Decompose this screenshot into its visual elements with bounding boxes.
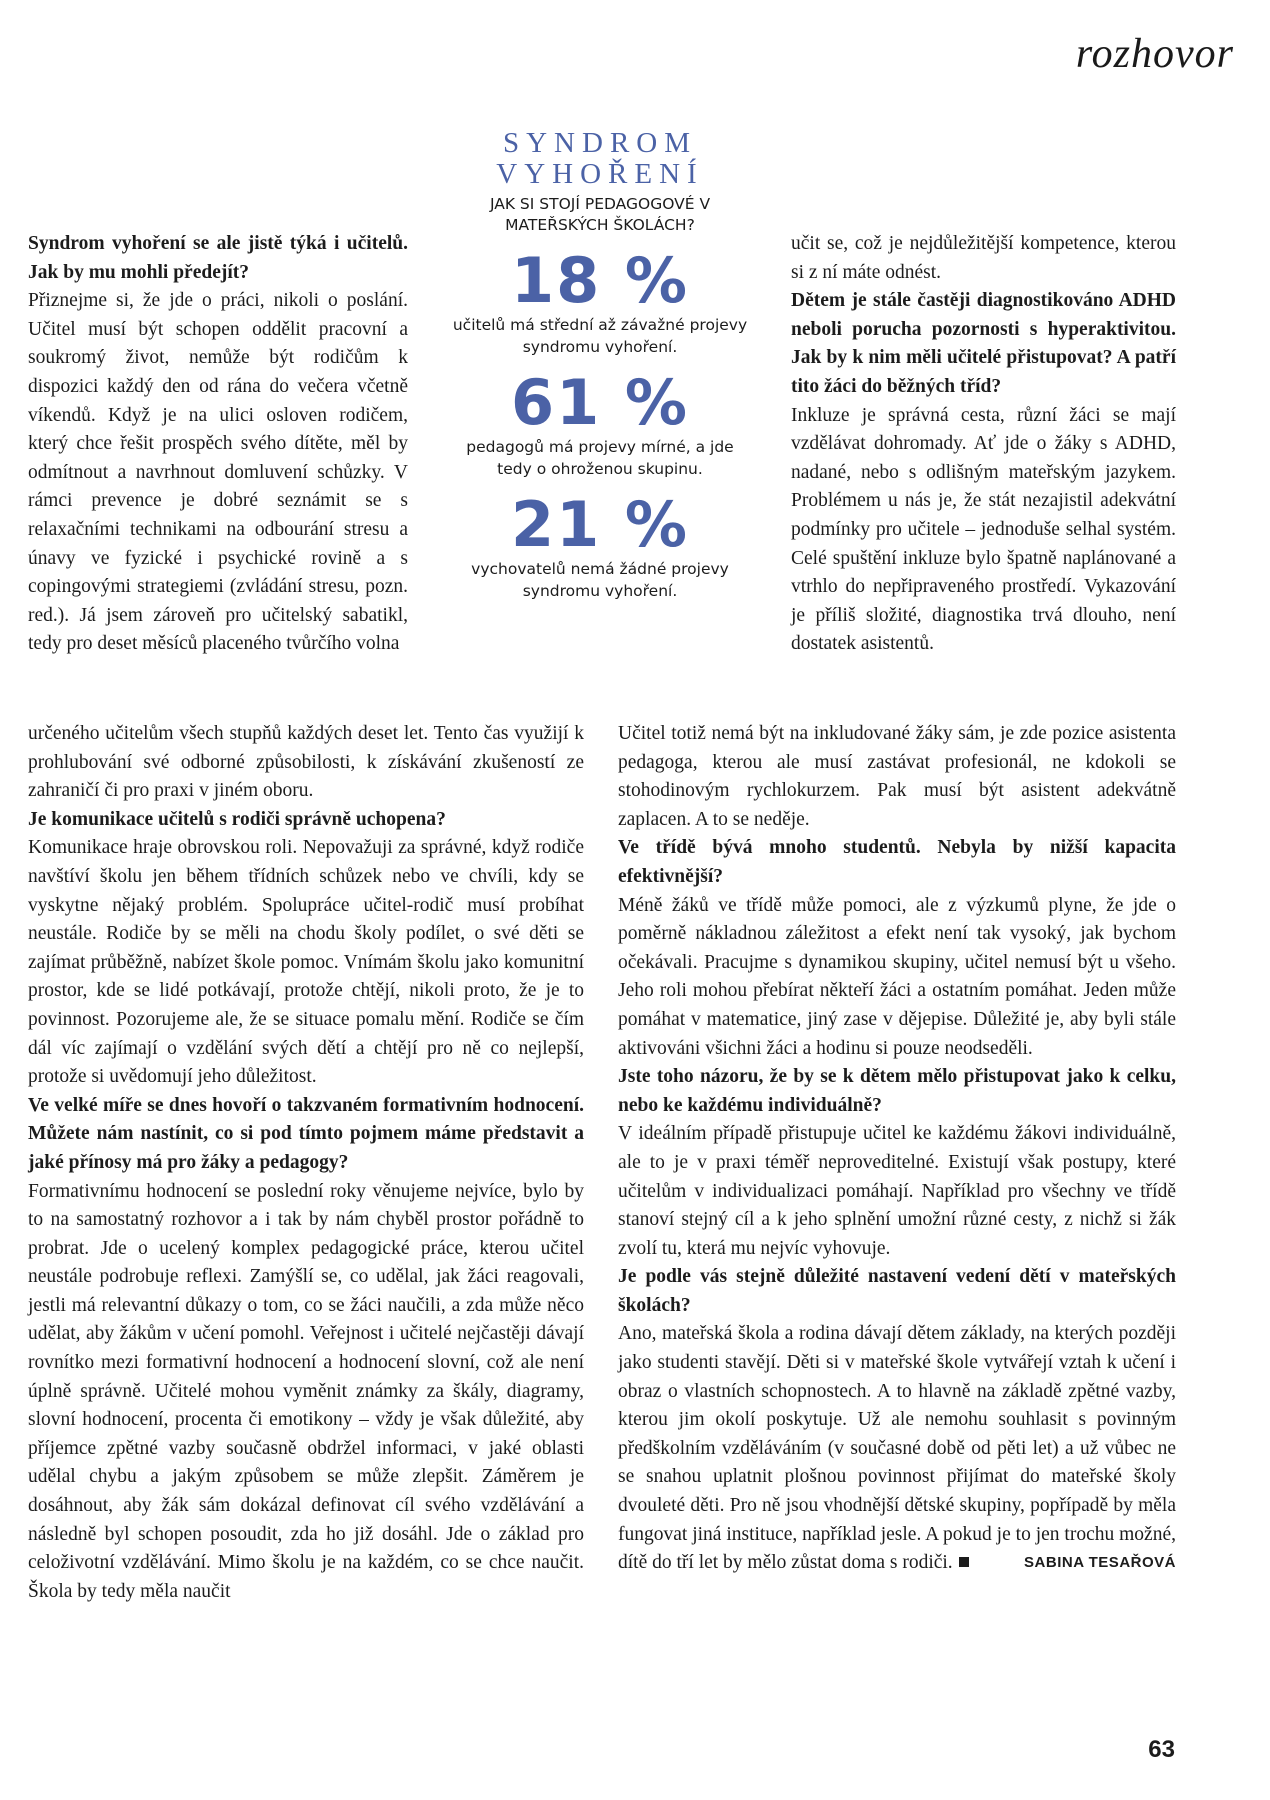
interview-question: Syndrom vyhoření se ale jistě týká i učitelů. Jak by mu mohli předejít? bbox=[28, 233, 408, 283]
infobox-title-line2: VYHOŘENÍ bbox=[496, 158, 704, 190]
stat-description: pedagogů má projevy mírné, a jde tedy o ohroženou skupinu. bbox=[466, 438, 734, 478]
infobox-burnout bbox=[450, 128, 750, 602]
infobox-title-line1: SYNDROM bbox=[502, 127, 698, 159]
stat-description: učitelů má střední až závažné projevy syndromu vyhoření. bbox=[452, 316, 748, 356]
stat-value: 18 % bbox=[511, 244, 689, 317]
interview-question: Dětem je stále častěji diagnostikováno ADHD neboli porucha pozornosti s hyperaktivitou. Jak by k nim měli učitelé přistupovat? A patří tito žáci do běžných tříd? bbox=[791, 290, 1176, 397]
interview-question: Je komunikace učitelů s rodiči správně uchopena? bbox=[28, 808, 446, 830]
interview-answer: učit se, což je nejdůležitější kompetence, kterou si z ní máte odnést. bbox=[791, 233, 1176, 283]
interview-question: Jste toho názoru, že by se k dětem mělo přistupovat jako k celku, nebo ke každému individuálně? bbox=[618, 1066, 1176, 1116]
article-column-left-bottom bbox=[28, 720, 584, 1606]
final-answer-text: Ano, mateřská škola a rodina dávají dětem základy, na kterých později jako studenti stavějí. Děti si v mateřské škole vytvářejí vztah k učení i obraz o vlastních schopnostech. A to hlavně na základě zpětné vazby, kterou jim okolí poskytuje. Už ale nemohu souhlasit s povinným předškolním vzděláváním (v současné době od pěti let) a už vůbec ne se snahou uplatnit plošnou povinnost přijímat do mateřské školy dvouleté děti. Pro ně jsou vhodnější dětské skupiny, popřípadě by měla fungovat jiná instituce, například jesle. A pokud je to jen trochu možné, dítě do tří let by mělo zůstat doma s rodiči. bbox=[618, 1323, 1176, 1574]
stat-value: 21 % bbox=[511, 488, 689, 561]
interview-answer: Méně žáků ve třídě může pomoci, ale z výzkumů plyne, že jde o poměrně nákladnou záležitost a efekt není tak vysoký, jak bychom očekávali. Pracujme s dynamikou skupiny, učitel nemusí být u všeho. Jeho roli mohou přebírat někteří žáci a ostatním pomáhat. Jeden může pomáhat v matematice, jiný zase v dějepise. Důležité je, aby byli stále aktivováni všichni žáci a hodinu si pouze neodseděli. bbox=[618, 894, 1176, 1059]
interview-answer-final bbox=[618, 1320, 1176, 1577]
stat-description: vychovatelů nemá žádné projevy syndromu vyhoření. bbox=[471, 560, 729, 600]
interview-answer: určeného učitelům všech stupňů každých deset let. Tento čas využijí k prohlubování své odborné způsobilosti, k získávání zkušeností ze zahraničí či pro praxi v jiném oboru. bbox=[28, 723, 584, 802]
interview-question: Je podle vás stejně důležité nastavení vedení dětí v mateřských školách? bbox=[618, 1266, 1176, 1316]
article-column-right-bottom bbox=[618, 720, 1176, 1578]
author-signoff: SABINA TESAŘOVÁ bbox=[1024, 1554, 1176, 1572]
interview-answer: Inkluze je správná cesta, různí žáci se mají vzdělávat dohromady. Ať jde o žáky s ADHD, nadané, nebo s odlišným mateřským jazykem. Problémem u nás je, že stát nezajistil adekvátní podmínky pro učitele – jednoduše selhal systém. Celé spuštění inkluze bylo špatně naplánované a vtrhlo do nepřipraveného prostředí. Vykazování je příliš složité, diagnostika trvá dlouho, není dostatek asistentů. bbox=[791, 404, 1176, 655]
article-column-right-top bbox=[791, 230, 1176, 659]
interview-answer: Komunikace hraje obrovskou roli. Nepovažuji za správné, když rodiče navštíví školu jen během třídních schůzek nebo ve chvíli, kdy se vyskytne nějaký problém. Spolupráce učitel-rodič musí probíhat neustále. Rodiče by se měli na chodu školy podílet, o své děti se zajímat průběžně, nabízet škole pomoc. Vnímám školu jako komunitní prostor, kde se lidé potkávají, protože chtějí, nikoli proto, že je to povinnost. Pozorujeme ale, že se situace pomalu mění. Rodiče se čím dál víc zajímají o vzdělání svých dětí a chtějí pro ně co nejlepší, protože si uvědomují jeho důležitost. bbox=[28, 837, 584, 1088]
stat-value: 61 % bbox=[511, 366, 689, 439]
interview-question: Ve velké míře se dnes hovoří o takzvaném formativním hodnocení. Můžete nám nastínit, co si pod tímto pojmem máme představit a jaké přínosy má pro žáky a pedagogy? bbox=[28, 1094, 584, 1173]
interview-answer: Přiznejme si, že jde o práci, nikoli o poslání. Učitel musí být schopen oddělit pracovní a soukromý život, nemůže být rodičům k dispozici každý den od rána do večera včetně víkendů. Když je na ulici osloven rodičem, který chce řešit prospěch svého dítěte, měl by odmítnout a navrhnout domluvení schůzky. V rámci prevence je dobré seznámit se s relaxačními technikami na odbourání stresu a únavy ve fyzické i psychické rovině a s copingovými strategiemi (zvládání stresu, pozn. red.). Já jsem zároveň pro učitelský sabatikl, tedy pro deset měsíců placeného tvůrčího volna bbox=[28, 290, 408, 655]
article-column-left-top bbox=[28, 230, 408, 659]
end-mark-icon bbox=[959, 1557, 969, 1567]
section-label: rozhovor bbox=[1075, 31, 1234, 77]
interview-answer: Formativnímu hodnocení se poslední roky věnujeme nejvíce, bylo by to na samostatný rozhovor a i tak by nám chyběl prostor pořádně to probrat. Jde o ucelený komplex pedagogické práce, kterou učitel neustále podrobuje reflexi. Zamýšlí se, co udělal, jak žáci reagovali, jestli má relevantní důkazy o tom, co se žáci naučili, a zda může něco udělat, aby žákům v učení pomohl. Veřejnost i učitelé nejčastěji dávají rovnítko mezi formativní hodnocení a hodnocení slovní, což ale není úplně správně. Učitelé mohou vyměnit známky za škály, diagramy, slovní hodnocení, procenta či emotikony – vždy je však důležité, aby příjemce zpětné vazby současně obdržel informaci, v jaké oblasti udělal chybu a jakým způsobem se může zlepšit. Záměrem je dosáhnout, aby žák sám dokázal definovat cíl svého vzdělávání a následně byl schopen posoudit, zda ho již dosáhl. Jde o základ pro celoživotní vzdělávání. Mimo školu je na každém, co se chce naučit. Škola by tedy měla naučit bbox=[28, 1180, 584, 1602]
interview-question: Ve třídě bývá mnoho studentů. Nebyla by nižší kapacita efektivnější? bbox=[618, 837, 1176, 887]
infobox-subtitle: JAK SI STOJÍ PEDAGOGOVÉ V MATEŘSKÝCH ŠKOLÁCH? bbox=[489, 195, 711, 234]
interview-answer: Učitel totiž nemá být na inkludované žáky sám, je zde pozice asistenta pedagoga, kterou ale musí zastávat profesionál, ne kdokoli se stohodinovým rychlokurzem. Pak musí být asistent adekvátně zaplacen. A to se neděje. bbox=[618, 723, 1176, 830]
page-number: 63 bbox=[1148, 1736, 1175, 1763]
interview-answer: V ideálním případě přistupuje učitel ke každému žákovi individuálně, ale to je v praxi téměř neproveditelné. Existují však postupy, které učitelům v individualizaci pomáhají. Například pro všechny ve třídě stanoví stejný cíl a k jeho splnění umožní různé cesty, z nichž si žák zvolí tu, která mu nejvíc vyhovuje. bbox=[618, 1123, 1176, 1259]
